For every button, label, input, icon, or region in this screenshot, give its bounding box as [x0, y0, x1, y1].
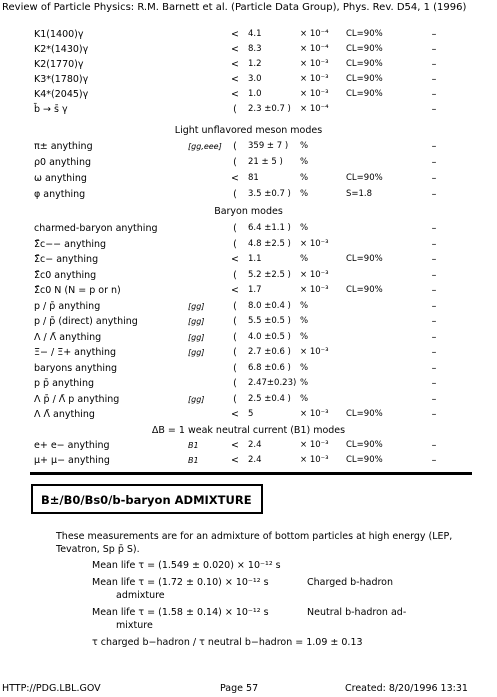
fraction-unit: × 10⁻³ — [300, 409, 329, 419]
momentum-cell: – — [431, 409, 437, 420]
fraction-value: 6.4 ±1.1 ) — [248, 223, 291, 233]
footnote-ref: B1 — [188, 441, 199, 450]
fraction-unit: % — [300, 316, 309, 326]
relation: ( — [233, 223, 237, 234]
confidence-level: CL=90% — [346, 173, 383, 183]
mean-life-line: Mean life τ = (1.72 ± 0.10) × 10⁻¹² s — [92, 577, 269, 588]
footnote-ref: [gg,eee] — [188, 142, 222, 151]
momentum-cell: – — [431, 29, 437, 40]
confidence-level: CL=90% — [346, 74, 383, 84]
fraction-value: 2.5 ±0.4 ) — [248, 393, 291, 404]
confidence-level: CL=90% — [346, 440, 383, 450]
relation: ( — [233, 316, 237, 327]
fraction-unit: % — [300, 331, 309, 342]
relation: < — [231, 44, 239, 55]
fraction-value: 21 ± 5 ) — [248, 157, 283, 167]
fraction-value: 8.3 — [248, 44, 262, 54]
fraction-value: 5.2 ±2.5 ) — [248, 269, 291, 280]
decay-mode: Σ̄c−− anything — [34, 238, 107, 250]
fraction-value: 81 — [248, 173, 259, 183]
table-row — [0, 222, 497, 235]
fraction-value: 2.4 — [248, 440, 262, 450]
fraction-unit: % — [300, 362, 309, 373]
relation: ( — [233, 141, 237, 152]
decay-mode: p / p̄ (direct) anything — [34, 316, 138, 327]
footnote-ref: [gg] — [188, 394, 205, 404]
admixture-title-box — [31, 484, 263, 514]
relation: < — [231, 173, 239, 184]
relation: < — [231, 254, 239, 265]
fraction-unit: × 10⁻³ — [300, 347, 329, 357]
decay-mode: e+ e− anything — [34, 440, 110, 451]
table-row — [0, 331, 497, 344]
relation: < — [231, 89, 239, 100]
decay-mode: charmed-baryon anything — [34, 223, 158, 234]
momentum-cell: – — [431, 104, 437, 115]
fraction-value: 359 ± 7 ) — [248, 141, 289, 151]
fraction-unit: % — [300, 223, 309, 233]
relation: ( — [233, 269, 237, 281]
table-row — [0, 284, 497, 297]
section-light-unflavored: Light unflavored meson modes — [174, 125, 323, 136]
confidence-level: CL=90% — [346, 455, 383, 465]
relation: ( — [233, 300, 237, 312]
table-row — [0, 73, 497, 86]
decay-mode: K1(1400)γ — [34, 29, 84, 40]
fraction-unit: % — [300, 141, 309, 151]
decay-mode: φ anything — [34, 189, 86, 200]
confidence-level: CL=90% — [346, 409, 383, 419]
mean-life-line: mixture — [116, 620, 153, 631]
section-divider — [30, 472, 472, 475]
fraction-value: 4.1 — [248, 29, 262, 39]
table-row — [0, 315, 497, 328]
momentum-cell: – — [431, 331, 437, 343]
fraction-unit: × 10⁻³ — [300, 285, 329, 295]
table-row — [0, 140, 497, 153]
table-row — [0, 253, 497, 266]
fraction-value: 1.7 — [248, 285, 262, 295]
fraction-value: 8.0 ±0.4 ) — [248, 300, 291, 311]
momentum-cell: – — [431, 173, 437, 184]
fraction-unit: × 10⁻⁴ — [300, 104, 329, 114]
momentum-cell: – — [431, 157, 437, 168]
relation: ( — [233, 331, 237, 343]
decay-mode: ω anything — [34, 173, 87, 184]
mean-life-line: τ charged b−hadron / τ neutral b−hadron = 1.09 ± 0.13 — [92, 637, 363, 648]
table-row — [0, 300, 497, 313]
relation: ( — [233, 362, 237, 374]
section-weak-neutral: ΔB = 1 weak neutral current (B1) modes — [151, 425, 346, 436]
footer-created: Created: 8/20/1996 13:31 — [345, 683, 468, 694]
momentum-cell: – — [431, 316, 437, 327]
fraction-unit: % — [300, 254, 309, 264]
decay-mode: ρ0 anything — [34, 157, 91, 168]
confidence-level: CL=90% — [346, 285, 383, 295]
table-row — [0, 269, 497, 282]
fraction-unit: × 10⁻³ — [300, 440, 329, 450]
decay-mode: Σ̄c− anything — [34, 254, 99, 265]
mean-life-line: admixture — [116, 590, 165, 601]
momentum-cell: – — [431, 44, 437, 55]
table-row — [0, 28, 497, 41]
decay-mode: K2(1770)γ — [34, 59, 84, 70]
fraction-value: 2.4 — [248, 455, 262, 465]
footnote-ref: [gg] — [188, 332, 205, 342]
mean-life-note: Charged b-hadron — [307, 577, 394, 588]
relation: < — [231, 29, 239, 40]
fraction-value: 1.1 — [248, 254, 262, 264]
table-row — [0, 362, 497, 375]
relation: ( — [233, 347, 237, 358]
momentum-cell: – — [431, 223, 437, 234]
momentum-cell: – — [431, 74, 437, 85]
momentum-cell: – — [431, 285, 437, 296]
fraction-unit: % — [300, 393, 309, 404]
footnote-ref: [gg] — [188, 348, 205, 357]
decay-mode: K2*(1430)γ — [34, 44, 89, 55]
fraction-unit: × 10⁻³ — [300, 89, 329, 99]
admixture-description: These measurements are for an admixture of bottom particles at high energy (LEP, Tevatron, Sp p̄ S). — [56, 531, 453, 555]
momentum-cell: – — [431, 254, 437, 265]
momentum-cell: – — [431, 393, 437, 405]
table-row — [0, 58, 497, 71]
fraction-value: 2.3 ±0.7 ) — [248, 104, 291, 114]
decay-mode: Λ p̄ / Λ̄ p anything — [34, 393, 120, 405]
decay-mode: b̄ → s̄ γ — [34, 104, 68, 115]
decay-mode: Λ Λ̄ anything — [34, 409, 95, 420]
table-row — [0, 377, 497, 390]
mean-life-line: Mean life τ = (1.549 ± 0.020) × 10⁻¹² s — [92, 560, 281, 571]
footnote-ref: [gg] — [188, 301, 205, 311]
fraction-value: 5.5 ±0.5 ) — [248, 316, 291, 326]
decay-mode: p / p̄ anything — [34, 300, 101, 312]
confidence-level: CL=90% — [346, 44, 383, 54]
momentum-cell: – — [431, 141, 437, 152]
decay-mode: Ξ− / Ξ+ anything — [34, 347, 117, 358]
fraction-unit: × 10⁻³ — [300, 238, 329, 249]
mean-life-line: Mean life τ = (1.58 ± 0.14) × 10⁻¹² s — [92, 607, 269, 618]
relation: ( — [233, 378, 237, 389]
decay-mode: K4*(2045)γ — [34, 89, 89, 100]
momentum-cell: – — [431, 362, 437, 374]
relation: < — [231, 74, 239, 85]
momentum-cell: – — [431, 189, 437, 200]
fraction-unit: × 10⁻³ — [300, 455, 329, 465]
decay-mode: K3*(1780)γ — [34, 74, 89, 85]
fraction-unit: × 10⁻⁴ — [300, 29, 329, 39]
confidence-level: CL=90% — [346, 254, 383, 264]
relation: ( — [233, 189, 237, 200]
momentum-cell: – — [431, 238, 437, 250]
table-row — [0, 346, 497, 359]
fraction-unit: × 10⁻³ — [300, 269, 329, 280]
confidence-level: CL=90% — [346, 29, 383, 39]
footnote-ref: [gg] — [188, 317, 205, 326]
momentum-cell: – — [431, 269, 437, 281]
table-row — [0, 43, 497, 56]
table-row — [0, 156, 497, 169]
fraction-unit: % — [300, 300, 309, 311]
relation: ( — [233, 104, 237, 115]
page-header: Review of Particle Physics: R.M. Barnett et al. (Particle Data Group), Phys. Rev. D54, 1 (1996) — [2, 2, 467, 13]
section-baryon: Baryon modes — [214, 206, 283, 217]
momentum-cell: – — [431, 455, 437, 466]
fraction-value: 2.47±0.23) — [248, 378, 297, 388]
table-row — [0, 103, 497, 116]
table-row — [0, 393, 497, 406]
momentum-cell: – — [431, 89, 437, 100]
fraction-unit: % — [300, 157, 309, 167]
momentum-cell: – — [431, 300, 437, 312]
decay-mode: p p̄ anything — [34, 378, 95, 389]
confidence-level: CL=90% — [346, 89, 383, 99]
relation: ( — [233, 393, 237, 405]
table-row — [0, 408, 497, 421]
decay-mode: Σ̄c0 anything — [34, 269, 97, 281]
fraction-unit: % — [300, 378, 309, 388]
decay-mode: Λ / Λ̄ anything — [34, 331, 102, 343]
fraction-unit: % — [300, 189, 309, 199]
momentum-cell: – — [431, 440, 437, 451]
relation: ( — [233, 157, 237, 168]
fraction-unit: × 10⁻⁴ — [300, 44, 329, 54]
footer-page: Page 57 — [220, 683, 259, 694]
fraction-value: 6.8 ±0.6 ) — [248, 362, 291, 373]
footnote-ref: B1 — [188, 456, 199, 465]
decay-mode: π± anything — [34, 141, 93, 152]
table-row — [0, 454, 497, 467]
mean-life-note: Neutral b-hadron ad- — [307, 607, 407, 618]
table-row — [0, 439, 497, 452]
relation: < — [231, 440, 239, 451]
fraction-value: 1.0 — [248, 89, 262, 99]
fraction-value: 5 — [248, 409, 254, 419]
decay-mode: μ+ μ− anything — [34, 455, 110, 466]
fraction-value: 1.2 — [248, 59, 262, 69]
decay-mode: baryons anything — [34, 362, 118, 374]
fraction-value: 4.8 ±2.5 ) — [248, 238, 291, 249]
table-row — [0, 188, 497, 201]
footer-url[interactable]: HTTP://PDG.LBL.GOV — [2, 683, 101, 694]
momentum-cell: – — [431, 59, 437, 70]
relation: < — [231, 455, 239, 466]
fraction-value: 4.0 ±0.5 ) — [248, 331, 291, 342]
relation: < — [231, 59, 239, 70]
fraction-value: 3.0 — [248, 74, 262, 84]
fraction-value: 2.7 ±0.6 ) — [248, 347, 291, 357]
table-row — [0, 88, 497, 101]
fraction-unit: % — [300, 173, 309, 183]
fraction-value: 3.5 ±0.7 ) — [248, 189, 291, 199]
relation: < — [231, 285, 239, 296]
table-row — [0, 238, 497, 251]
fraction-unit: × 10⁻³ — [300, 59, 329, 69]
decay-mode: Σ̄c0 N (N = p or n) — [34, 285, 121, 296]
confidence-level: CL=90% — [346, 59, 383, 69]
relation: < — [231, 409, 239, 420]
fraction-unit: × 10⁻³ — [300, 74, 329, 84]
momentum-cell: – — [431, 347, 437, 358]
admixture-title: B±/B0/Bs0/b-baryon ADMIXTURE — [41, 493, 252, 507]
table-row — [0, 172, 497, 185]
momentum-cell: – — [431, 378, 437, 389]
relation: ( — [233, 238, 237, 250]
confidence-level: S=1.8 — [346, 189, 373, 199]
